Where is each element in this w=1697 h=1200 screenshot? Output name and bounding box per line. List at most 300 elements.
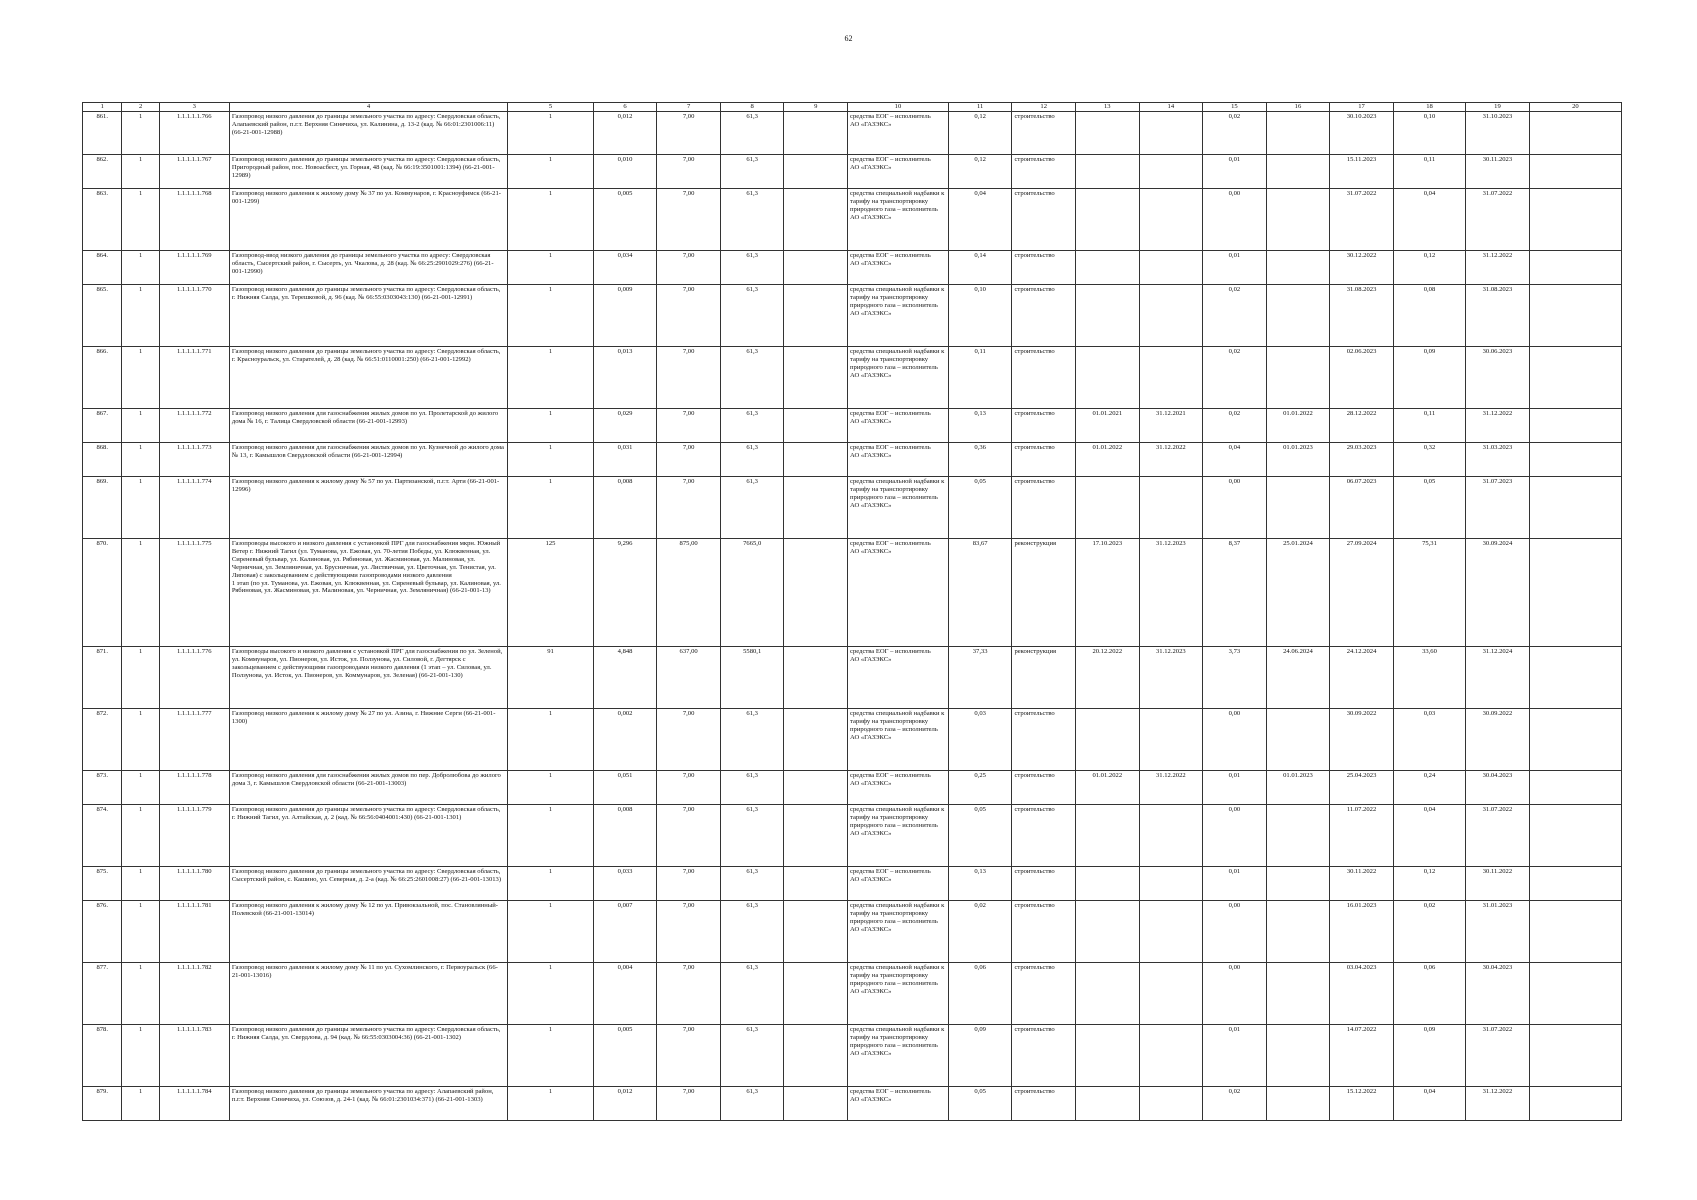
value-col-8: 61,3 bbox=[720, 189, 784, 251]
end-date bbox=[1139, 112, 1203, 155]
priority-group: 1 bbox=[122, 771, 159, 805]
project-description: Газопроводы высокого и низкого давления с установкой ПРГ для газоснабжения по ул. Зеленой, ул. Коммунаров, ул. Пионеров, ул. Исток, ул. Ползунова, ул. Силовой, г. Дегтярск с закольцеванием с действующими газопроводами низкого давления (1 этап – ул. Силовая, ул. Ползунова, ул. Исток, ул. Пионеров, ул. Коммунаров, ул. Зеленая) (66-21-001-130) bbox=[229, 647, 507, 709]
value-col-18: 0,12 bbox=[1393, 867, 1465, 901]
end-date bbox=[1139, 189, 1203, 251]
project-code: 1.1.1.1.1.767 bbox=[159, 155, 229, 189]
value-col-6: 0,033 bbox=[593, 867, 657, 901]
table-row bbox=[83, 963, 1622, 1025]
column-header: 9 bbox=[784, 103, 848, 112]
value-col-20 bbox=[1529, 347, 1621, 409]
start-date bbox=[1076, 347, 1140, 409]
priority-group: 1 bbox=[122, 901, 159, 963]
value-col-7: 7,00 bbox=[657, 409, 721, 443]
column-header: 4 bbox=[229, 103, 507, 112]
date-col-16 bbox=[1266, 1087, 1330, 1121]
date-col-19: 31.12.2022 bbox=[1466, 251, 1530, 285]
column-header: 14 bbox=[1139, 103, 1203, 112]
value-col-5: 1 bbox=[508, 867, 594, 901]
value-col-8: 61,3 bbox=[720, 347, 784, 409]
value-col-9 bbox=[784, 189, 848, 251]
project-description: Газопровод низкого давления для газоснабжения жилых домов по ул. Кузнечной до жилого дома № 13, г. Камышлов Свердловской области (66-21-001-12994) bbox=[229, 443, 507, 477]
value-col-8: 61,3 bbox=[720, 155, 784, 189]
date-col-19: 31.08.2023 bbox=[1466, 285, 1530, 347]
table-row bbox=[83, 771, 1622, 805]
date-col-19: 30.04.2023 bbox=[1466, 963, 1530, 1025]
value-col-9 bbox=[784, 709, 848, 771]
priority-group: 1 bbox=[122, 539, 159, 647]
project-description: Газопровод низкого давления до границы земельного участка по адресу: Свердловская область, г. Нижняя Салда, ул. Свердлова, д. 94 (кад. № 66:55:0303004:36) (66-21-001-1302) bbox=[229, 1025, 507, 1087]
project-description: Газопровод низкого давления к жилому дому № 12 по ул. Привокзальной, пос. Становлянный-Полевской (66-21-001-13014) bbox=[229, 901, 507, 963]
value-col-20 bbox=[1529, 285, 1621, 347]
row-number: 870. bbox=[83, 539, 122, 647]
value-col-15: 0,00 bbox=[1203, 805, 1267, 867]
page-number: 62 bbox=[844, 34, 853, 43]
date-col-16 bbox=[1266, 285, 1330, 347]
project-description: Газопровод низкого давления к жилому дому № 57 по ул. Партизанской, п.г.т. Арти (66-21-001-12996) bbox=[229, 477, 507, 539]
column-header: 12 bbox=[1012, 103, 1076, 112]
value-col-11: 0,04 bbox=[948, 189, 1012, 251]
value-col-9 bbox=[784, 901, 848, 963]
value-col-20 bbox=[1529, 771, 1621, 805]
value-col-9 bbox=[784, 443, 848, 477]
table-row bbox=[83, 901, 1622, 963]
value-col-11: 0,09 bbox=[948, 1025, 1012, 1087]
project-code: 1.1.1.1.1.783 bbox=[159, 1025, 229, 1087]
value-col-20 bbox=[1529, 867, 1621, 901]
column-header: 18 bbox=[1393, 103, 1465, 112]
value-col-15: 0,00 bbox=[1203, 963, 1267, 1025]
priority-group: 1 bbox=[122, 189, 159, 251]
value-col-6: 0,008 bbox=[593, 805, 657, 867]
project-code: 1.1.1.1.1.781 bbox=[159, 901, 229, 963]
date-col-19: 31.07.2022 bbox=[1466, 805, 1530, 867]
column-header: 10 bbox=[848, 103, 949, 112]
table-row bbox=[83, 709, 1622, 771]
value-col-5: 1 bbox=[508, 443, 594, 477]
date-col-16 bbox=[1266, 709, 1330, 771]
value-col-6: 0,004 bbox=[593, 963, 657, 1025]
value-col-9 bbox=[784, 647, 848, 709]
date-col-17: 11.07.2022 bbox=[1330, 805, 1394, 867]
date-col-17: 03.04.2023 bbox=[1330, 963, 1394, 1025]
value-col-11: 0,06 bbox=[948, 963, 1012, 1025]
date-col-17: 15.11.2023 bbox=[1330, 155, 1394, 189]
priority-group: 1 bbox=[122, 963, 159, 1025]
value-col-8: 61,3 bbox=[720, 709, 784, 771]
value-col-8: 61,3 bbox=[720, 1087, 784, 1121]
value-col-9 bbox=[784, 539, 848, 647]
value-col-5: 1 bbox=[508, 347, 594, 409]
table-row bbox=[83, 251, 1622, 285]
project-code: 1.1.1.1.1.772 bbox=[159, 409, 229, 443]
date-col-16: 01.01.2022 bbox=[1266, 409, 1330, 443]
value-col-15: 0,02 bbox=[1203, 285, 1267, 347]
value-col-11: 0,36 bbox=[948, 443, 1012, 477]
value-col-5: 1 bbox=[508, 285, 594, 347]
value-col-9 bbox=[784, 155, 848, 189]
row-number: 871. bbox=[83, 647, 122, 709]
date-col-17: 28.12.2022 bbox=[1330, 409, 1394, 443]
date-col-16: 01.01.2023 bbox=[1266, 443, 1330, 477]
end-date bbox=[1139, 347, 1203, 409]
value-col-20 bbox=[1529, 901, 1621, 963]
row-number: 865. bbox=[83, 285, 122, 347]
column-header: 2 bbox=[122, 103, 159, 112]
work-type: строительство bbox=[1012, 443, 1076, 477]
project-code: 1.1.1.1.1.780 bbox=[159, 867, 229, 901]
funding-source: средства специальной надбавки к тарифу на транспортировку природного газа – исполнитель АО «ГАЗЭКС» bbox=[848, 477, 949, 539]
project-code: 1.1.1.1.1.775 bbox=[159, 539, 229, 647]
value-col-5: 1 bbox=[508, 155, 594, 189]
funding-source: средства ЕОГ – исполнитель АО «ГАЗЭКС» bbox=[848, 443, 949, 477]
project-code: 1.1.1.1.1.776 bbox=[159, 647, 229, 709]
value-col-6: 0,005 bbox=[593, 189, 657, 251]
start-date: 01.01.2021 bbox=[1076, 409, 1140, 443]
date-col-16 bbox=[1266, 805, 1330, 867]
end-date bbox=[1139, 285, 1203, 347]
project-code: 1.1.1.1.1.768 bbox=[159, 189, 229, 251]
value-col-7: 875,00 bbox=[657, 539, 721, 647]
row-number: 873. bbox=[83, 771, 122, 805]
value-col-20 bbox=[1529, 1087, 1621, 1121]
date-col-16: 25.01.2024 bbox=[1266, 539, 1330, 647]
value-col-6: 9,296 bbox=[593, 539, 657, 647]
date-col-16 bbox=[1266, 1025, 1330, 1087]
funding-source: средства специальной надбавки к тарифу на транспортировку природного газа – исполнитель АО «ГАЗЭКС» bbox=[848, 1025, 949, 1087]
start-date: 01.01.2022 bbox=[1076, 443, 1140, 477]
end-date bbox=[1139, 477, 1203, 539]
end-date bbox=[1139, 155, 1203, 189]
end-date bbox=[1139, 805, 1203, 867]
value-col-15: 0,01 bbox=[1203, 1025, 1267, 1087]
project-description: Газопровод низкого давления до границы земельного участка по адресу: Свердловская область, Пригородный район, пос. Новоасбест, ул. Горная, 48 (кад. № 66:19:3501001:1394) (66-21-001-12989) bbox=[229, 155, 507, 189]
row-number: 868. bbox=[83, 443, 122, 477]
value-col-5: 1 bbox=[508, 709, 594, 771]
start-date bbox=[1076, 867, 1140, 901]
value-col-18: 0,04 bbox=[1393, 189, 1465, 251]
work-type: строительство bbox=[1012, 112, 1076, 155]
value-col-18: 0,09 bbox=[1393, 347, 1465, 409]
value-col-7: 7,00 bbox=[657, 709, 721, 771]
work-type: строительство bbox=[1012, 347, 1076, 409]
value-col-18: 0,04 bbox=[1393, 805, 1465, 867]
value-col-11: 0,12 bbox=[948, 155, 1012, 189]
date-col-19: 30.09.2024 bbox=[1466, 539, 1530, 647]
project-description: Газопровод низкого давления к жилому дому № 27 по ул. Азина, г. Нижние Серги (66-21-001-1300) bbox=[229, 709, 507, 771]
date-col-16 bbox=[1266, 963, 1330, 1025]
work-type: строительство bbox=[1012, 805, 1076, 867]
date-col-19: 31.12.2022 bbox=[1466, 1087, 1530, 1121]
value-col-11: 0,13 bbox=[948, 867, 1012, 901]
end-date: 31.12.2023 bbox=[1139, 539, 1203, 647]
value-col-15: 0,02 bbox=[1203, 409, 1267, 443]
table-row bbox=[83, 477, 1622, 539]
date-col-17: 27.09.2024 bbox=[1330, 539, 1394, 647]
value-col-20 bbox=[1529, 443, 1621, 477]
value-col-8: 61,3 bbox=[720, 963, 784, 1025]
value-col-15: 0,00 bbox=[1203, 477, 1267, 539]
value-col-6: 0,005 bbox=[593, 1025, 657, 1087]
value-col-15: 0,01 bbox=[1203, 155, 1267, 189]
date-col-16 bbox=[1266, 901, 1330, 963]
start-date: 01.01.2022 bbox=[1076, 771, 1140, 805]
column-header: 16 bbox=[1266, 103, 1330, 112]
value-col-15: 0,00 bbox=[1203, 709, 1267, 771]
column-header: 6 bbox=[593, 103, 657, 112]
value-col-6: 0,031 bbox=[593, 443, 657, 477]
start-date bbox=[1076, 112, 1140, 155]
value-col-11: 0,05 bbox=[948, 805, 1012, 867]
value-col-11: 0,14 bbox=[948, 251, 1012, 285]
priority-group: 1 bbox=[122, 709, 159, 771]
funding-source: средства ЕОГ – исполнитель АО «ГАЗЭКС» bbox=[848, 155, 949, 189]
project-description: Газопровод низкого давления для газоснабжения жилых домов по пер. Добролюбова до жилого дома 3, г. Камышлов Свердловской области (66-21-001-13003) bbox=[229, 771, 507, 805]
value-col-15: 8,37 bbox=[1203, 539, 1267, 647]
value-col-9 bbox=[784, 477, 848, 539]
work-type: реконструкция bbox=[1012, 647, 1076, 709]
date-col-16 bbox=[1266, 155, 1330, 189]
value-col-8: 61,3 bbox=[720, 1025, 784, 1087]
value-col-20 bbox=[1529, 709, 1621, 771]
start-date bbox=[1076, 155, 1140, 189]
value-col-6: 0,007 bbox=[593, 901, 657, 963]
table-row bbox=[83, 189, 1622, 251]
value-col-11: 0,05 bbox=[948, 1087, 1012, 1121]
end-date: 31.12.2022 bbox=[1139, 771, 1203, 805]
project-description: Газопровод низкого давления до границы земельного участка по адресу: Алапаевский район, п.г.т. Верхняя Синячиха, ул. Союзов, д. 24-1 (кад. № 66:01:2301034:371) (66-21-001-1303) bbox=[229, 1087, 507, 1121]
value-col-9 bbox=[784, 771, 848, 805]
table-row bbox=[83, 647, 1622, 709]
column-header: 17 bbox=[1330, 103, 1394, 112]
table-row bbox=[83, 1087, 1622, 1121]
value-col-9 bbox=[784, 285, 848, 347]
end-date bbox=[1139, 1087, 1203, 1121]
date-col-19: 31.07.2023 bbox=[1466, 477, 1530, 539]
value-col-9 bbox=[784, 112, 848, 155]
value-col-11: 0,25 bbox=[948, 771, 1012, 805]
project-code: 1.1.1.1.1.778 bbox=[159, 771, 229, 805]
value-col-11: 37,33 bbox=[948, 647, 1012, 709]
value-col-7: 7,00 bbox=[657, 189, 721, 251]
value-col-7: 7,00 bbox=[657, 901, 721, 963]
value-col-18: 0,09 bbox=[1393, 1025, 1465, 1087]
value-col-6: 0,009 bbox=[593, 285, 657, 347]
work-type: строительство bbox=[1012, 189, 1076, 251]
start-date bbox=[1076, 1087, 1140, 1121]
priority-group: 1 bbox=[122, 409, 159, 443]
value-col-8: 61,3 bbox=[720, 112, 784, 155]
date-col-17: 15.12.2022 bbox=[1330, 1087, 1394, 1121]
end-date bbox=[1139, 1025, 1203, 1087]
value-col-5: 1 bbox=[508, 963, 594, 1025]
start-date: 20.12.2022 bbox=[1076, 647, 1140, 709]
row-number: 861. bbox=[83, 112, 122, 155]
table-row bbox=[83, 285, 1622, 347]
row-number: 869. bbox=[83, 477, 122, 539]
work-type: строительство bbox=[1012, 409, 1076, 443]
date-col-16 bbox=[1266, 189, 1330, 251]
value-col-8: 61,3 bbox=[720, 477, 784, 539]
work-type: строительство bbox=[1012, 867, 1076, 901]
date-col-17: 30.09.2022 bbox=[1330, 709, 1394, 771]
funding-source: средства ЕОГ – исполнитель АО «ГАЗЭКС» bbox=[848, 647, 949, 709]
date-col-17: 30.12.2022 bbox=[1330, 251, 1394, 285]
column-header: 8 bbox=[720, 103, 784, 112]
priority-group: 1 bbox=[122, 155, 159, 189]
table-row bbox=[83, 539, 1622, 647]
project-description: Газопровод низкого давления к жилому дому № 11 по ул. Сухомлинского, г. Первоуральск (66-21-001-13016) bbox=[229, 963, 507, 1025]
work-type: строительство bbox=[1012, 251, 1076, 285]
value-col-11: 0,13 bbox=[948, 409, 1012, 443]
table-row bbox=[83, 867, 1622, 901]
value-col-15: 0,00 bbox=[1203, 901, 1267, 963]
project-code: 1.1.1.1.1.782 bbox=[159, 963, 229, 1025]
date-col-19: 31.03.2023 bbox=[1466, 443, 1530, 477]
row-number: 866. bbox=[83, 347, 122, 409]
project-description: Газопровод низкого давления до границы земельного участка по адресу: Свердловская область, г. Нижняя Салда, ул. Терешковой, д. 96 (кад. № 66:55:0303043:130) (66-21-001-12991) bbox=[229, 285, 507, 347]
date-col-16: 01.01.2023 bbox=[1266, 771, 1330, 805]
start-date bbox=[1076, 963, 1140, 1025]
value-col-7: 7,00 bbox=[657, 867, 721, 901]
value-col-18: 0,24 bbox=[1393, 771, 1465, 805]
start-date bbox=[1076, 285, 1140, 347]
value-col-11: 83,67 bbox=[948, 539, 1012, 647]
work-type: строительство bbox=[1012, 709, 1076, 771]
date-col-16 bbox=[1266, 867, 1330, 901]
value-col-18: 0,11 bbox=[1393, 155, 1465, 189]
priority-group: 1 bbox=[122, 805, 159, 867]
value-col-7: 7,00 bbox=[657, 1087, 721, 1121]
start-date bbox=[1076, 251, 1140, 285]
value-col-5: 1 bbox=[508, 251, 594, 285]
value-col-18: 33,60 bbox=[1393, 647, 1465, 709]
project-code: 1.1.1.1.1.769 bbox=[159, 251, 229, 285]
date-col-19: 31.10.2023 bbox=[1466, 112, 1530, 155]
date-col-17: 31.07.2022 bbox=[1330, 189, 1394, 251]
date-col-19: 30.04.2023 bbox=[1466, 771, 1530, 805]
start-date bbox=[1076, 477, 1140, 539]
value-col-6: 0,029 bbox=[593, 409, 657, 443]
value-col-8: 61,3 bbox=[720, 409, 784, 443]
row-number: 863. bbox=[83, 189, 122, 251]
value-col-8: 61,3 bbox=[720, 443, 784, 477]
funding-source: средства специальной надбавки к тарифу на транспортировку природного газа – исполнитель АО «ГАЗЭКС» bbox=[848, 285, 949, 347]
end-date: 31.12.2022 bbox=[1139, 443, 1203, 477]
funding-source: средства специальной надбавки к тарифу на транспортировку природного газа – исполнитель АО «ГАЗЭКС» bbox=[848, 709, 949, 771]
date-col-19: 30.09.2022 bbox=[1466, 709, 1530, 771]
date-col-19: 31.12.2022 bbox=[1466, 409, 1530, 443]
project-description: Газопровод низкого давления до границы земельного участка по адресу: Свердловская область, г. Красноуральск, ул. Старателей, д. 28 (кад. № 66:51:0110001:250) (66-21-001-12992) bbox=[229, 347, 507, 409]
date-col-16 bbox=[1266, 347, 1330, 409]
work-type: строительство bbox=[1012, 155, 1076, 189]
value-col-6: 0,013 bbox=[593, 347, 657, 409]
date-col-19: 30.06.2023 bbox=[1466, 347, 1530, 409]
value-col-7: 7,00 bbox=[657, 155, 721, 189]
value-col-15: 0,00 bbox=[1203, 189, 1267, 251]
date-col-17: 06.07.2023 bbox=[1330, 477, 1394, 539]
value-col-5: 125 bbox=[508, 539, 594, 647]
value-col-11: 0,02 bbox=[948, 901, 1012, 963]
value-col-7: 7,00 bbox=[657, 112, 721, 155]
value-col-11: 0,03 bbox=[948, 709, 1012, 771]
column-header: 3 bbox=[159, 103, 229, 112]
work-type: строительство bbox=[1012, 285, 1076, 347]
value-col-9 bbox=[784, 805, 848, 867]
column-header: 11 bbox=[948, 103, 1012, 112]
row-number: 867. bbox=[83, 409, 122, 443]
date-col-16: 24.06.2024 bbox=[1266, 647, 1330, 709]
start-date: 17.10.2023 bbox=[1076, 539, 1140, 647]
value-col-7: 7,00 bbox=[657, 347, 721, 409]
date-col-19: 31.07.2022 bbox=[1466, 189, 1530, 251]
project-description: Газопровод низкого давления до границы земельного участка по адресу: Свердловская область, г. Нижний Тагил, ул. Алтайская, д. 2 (кад. № 66:56:0404001:430) (66-21-001-1301) bbox=[229, 805, 507, 867]
date-col-17: 24.12.2024 bbox=[1330, 647, 1394, 709]
priority-group: 1 bbox=[122, 347, 159, 409]
value-col-15: 0,02 bbox=[1203, 1087, 1267, 1121]
value-col-8: 61,3 bbox=[720, 251, 784, 285]
value-col-15: 3,73 bbox=[1203, 647, 1267, 709]
table-row bbox=[83, 443, 1622, 477]
value-col-5: 1 bbox=[508, 112, 594, 155]
value-col-9 bbox=[784, 1087, 848, 1121]
project-code: 1.1.1.1.1.770 bbox=[159, 285, 229, 347]
value-col-20 bbox=[1529, 189, 1621, 251]
value-col-8: 61,3 bbox=[720, 901, 784, 963]
value-col-5: 91 bbox=[508, 647, 594, 709]
date-col-19: 31.07.2022 bbox=[1466, 1025, 1530, 1087]
value-col-8: 5580,1 bbox=[720, 647, 784, 709]
value-col-5: 1 bbox=[508, 1025, 594, 1087]
value-col-20 bbox=[1529, 539, 1621, 647]
priority-group: 1 bbox=[122, 112, 159, 155]
column-header: 19 bbox=[1466, 103, 1530, 112]
date-col-16 bbox=[1266, 112, 1330, 155]
priority-group: 1 bbox=[122, 867, 159, 901]
start-date bbox=[1076, 709, 1140, 771]
value-col-7: 7,00 bbox=[657, 285, 721, 347]
row-number: 878. bbox=[83, 1025, 122, 1087]
value-col-5: 1 bbox=[508, 805, 594, 867]
project-code: 1.1.1.1.1.777 bbox=[159, 709, 229, 771]
value-col-8: 7665,0 bbox=[720, 539, 784, 647]
value-col-18: 0,05 bbox=[1393, 477, 1465, 539]
funding-source: средства ЕОГ – исполнитель АО «ГАЗЭКС» bbox=[848, 251, 949, 285]
value-col-18: 0,03 bbox=[1393, 709, 1465, 771]
value-col-7: 637,00 bbox=[657, 647, 721, 709]
funding-source: средства ЕОГ – исполнитель АО «ГАЗЭКС» bbox=[848, 1087, 949, 1121]
value-col-5: 1 bbox=[508, 1087, 594, 1121]
value-col-8: 61,3 bbox=[720, 867, 784, 901]
table-row bbox=[83, 409, 1622, 443]
date-col-17: 25.04.2023 bbox=[1330, 771, 1394, 805]
end-date bbox=[1139, 901, 1203, 963]
project-description: Газопровод низкого давления для газоснабжения жилых домов по ул. Пролетарской до жилого дома № 16, г. Талица Свердловской области (66-21-001-12993) bbox=[229, 409, 507, 443]
work-type: строительство bbox=[1012, 963, 1076, 1025]
project-code: 1.1.1.1.1.766 bbox=[159, 112, 229, 155]
value-col-9 bbox=[784, 409, 848, 443]
value-col-6: 0,012 bbox=[593, 112, 657, 155]
value-col-8: 61,3 bbox=[720, 771, 784, 805]
project-code: 1.1.1.1.1.771 bbox=[159, 347, 229, 409]
value-col-15: 0,02 bbox=[1203, 347, 1267, 409]
date-col-17: 30.10.2023 bbox=[1330, 112, 1394, 155]
value-col-9 bbox=[784, 251, 848, 285]
funding-source: средства ЕОГ – исполнитель АО «ГАЗЭКС» bbox=[848, 112, 949, 155]
table-row bbox=[83, 112, 1622, 155]
table-row bbox=[83, 155, 1622, 189]
date-col-19: 30.11.2022 bbox=[1466, 867, 1530, 901]
end-date: 31.12.2023 bbox=[1139, 647, 1203, 709]
